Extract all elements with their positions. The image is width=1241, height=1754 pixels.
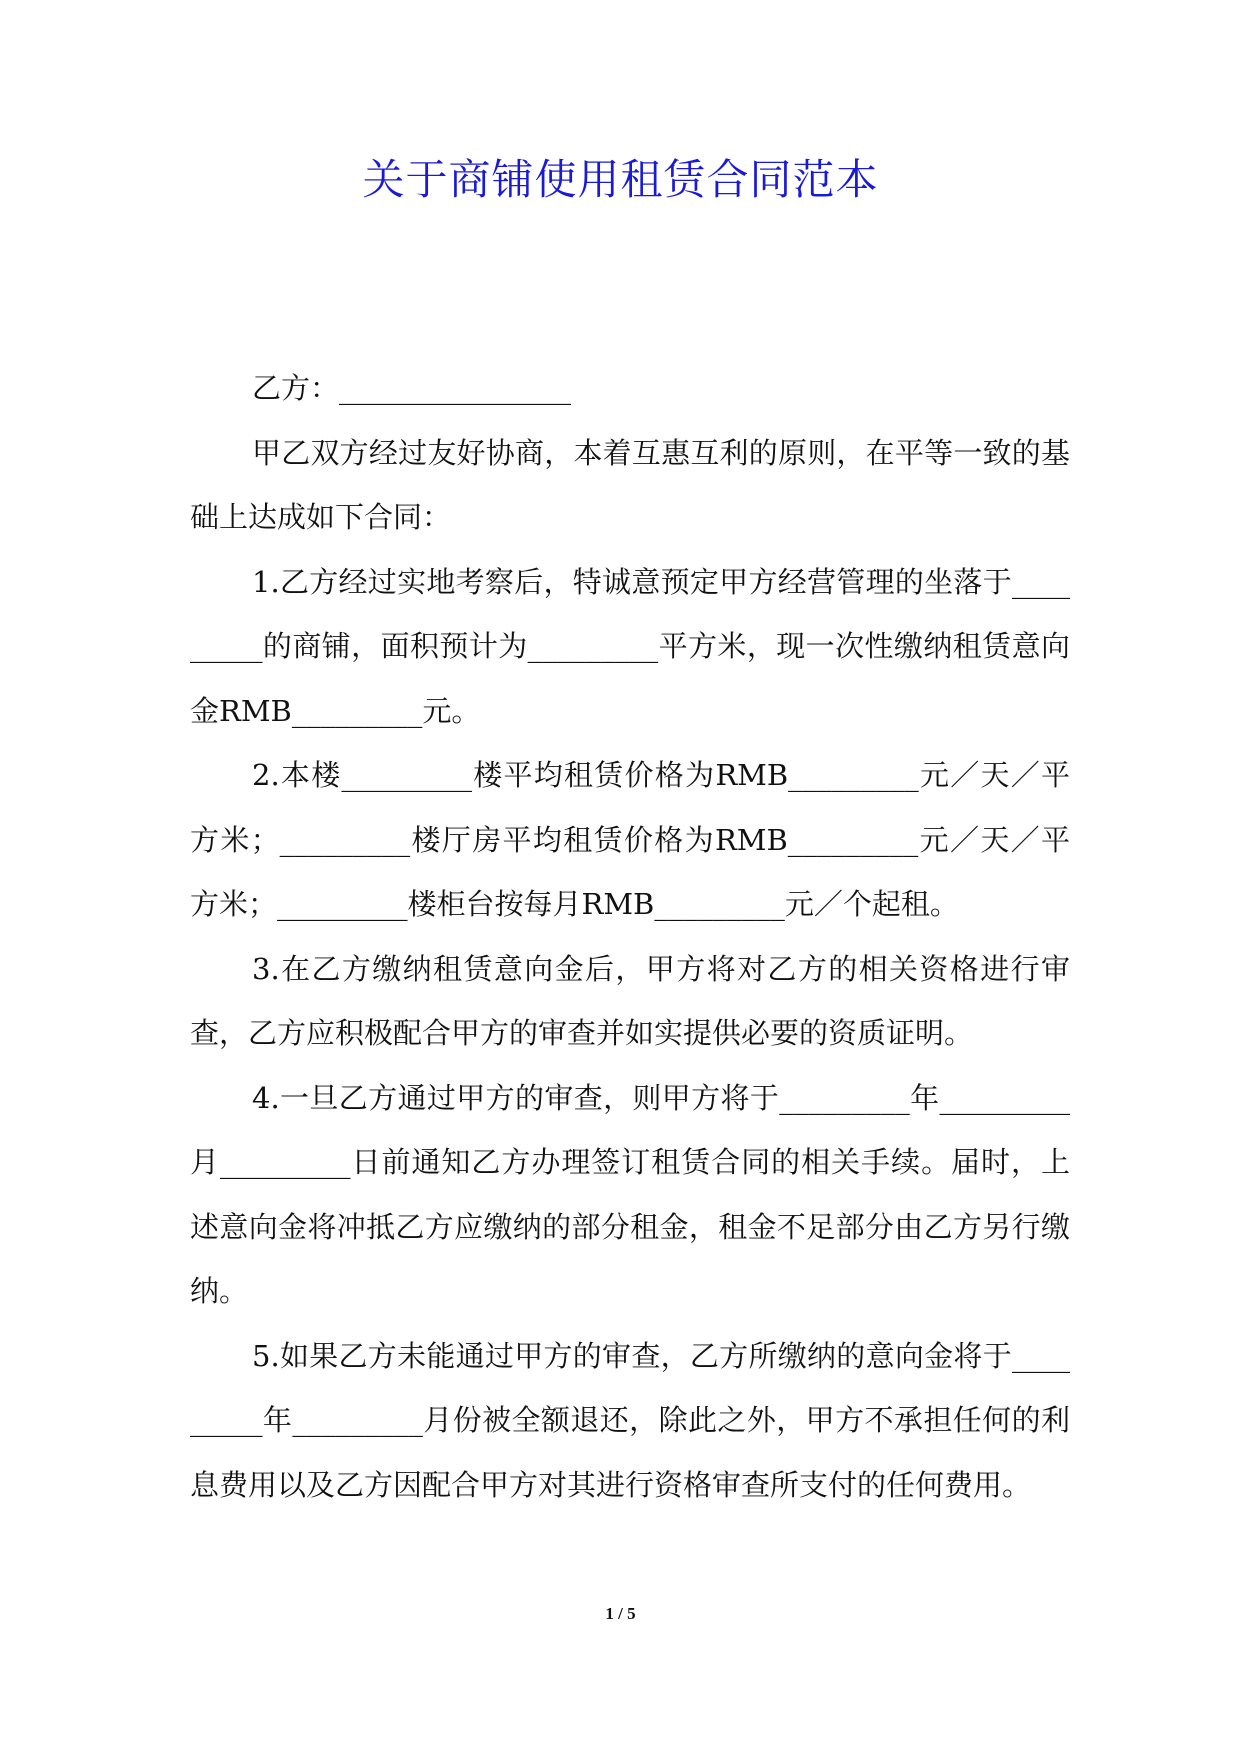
paragraph-clause-5: 5.如果乙方未能通过甲方的审查，乙方所缴纳的意向金将于_________年_________月份被全额退还，除此之外，甲方不承担任何的利息费用以及乙方因配合甲方对其进行资格审查所支付的任何费用。 [190,1338,1070,1502]
paragraph-clause-1: 1.乙方经过实地考察后，特诚意预定甲方经营管理的坐落于_________的商铺，面积预计为_________平方米，现一次性缴纳租赁意向金RMB_________元。 [190,564,1070,728]
page-number: 1 / 5 [605,1604,636,1623]
paragraph-intro: 甲乙双方经过友好协商，本着互惠互利的原则，在平等一致的基础上达成如下合同： [190,435,1070,534]
document-body [190,356,1070,1517]
document-title: 关于商铺使用租赁合同范本 [362,155,879,204]
paragraph-clause-4: 4.一旦乙方通过甲方的审查，则甲方将于_________年_________月_________日前通知乙方办理签订租赁合同的相关手续。届时，上述意向金将冲抵乙方应缴纳的部分租金，租金不足部分由乙方另行缴纳。 [190,1080,1070,1308]
paragraph-clause-2: 2.本楼_________楼平均租赁价格为RMB_________元／天／平方米；_________楼厅房平均租赁价格为RMB_________元／天／平方米；_________楼柜台按每月RMB_________元／个起租。 [190,758,1070,921]
paragraph-clause-3: 3.在乙方缴纳租赁意向金后，甲方将对乙方的相关资格进行审查，乙方应积极配合甲方的审查并如实提供必要的资质证明。 [190,951,1070,1050]
paragraph-party-b: 乙方：________________ [252,371,572,405]
